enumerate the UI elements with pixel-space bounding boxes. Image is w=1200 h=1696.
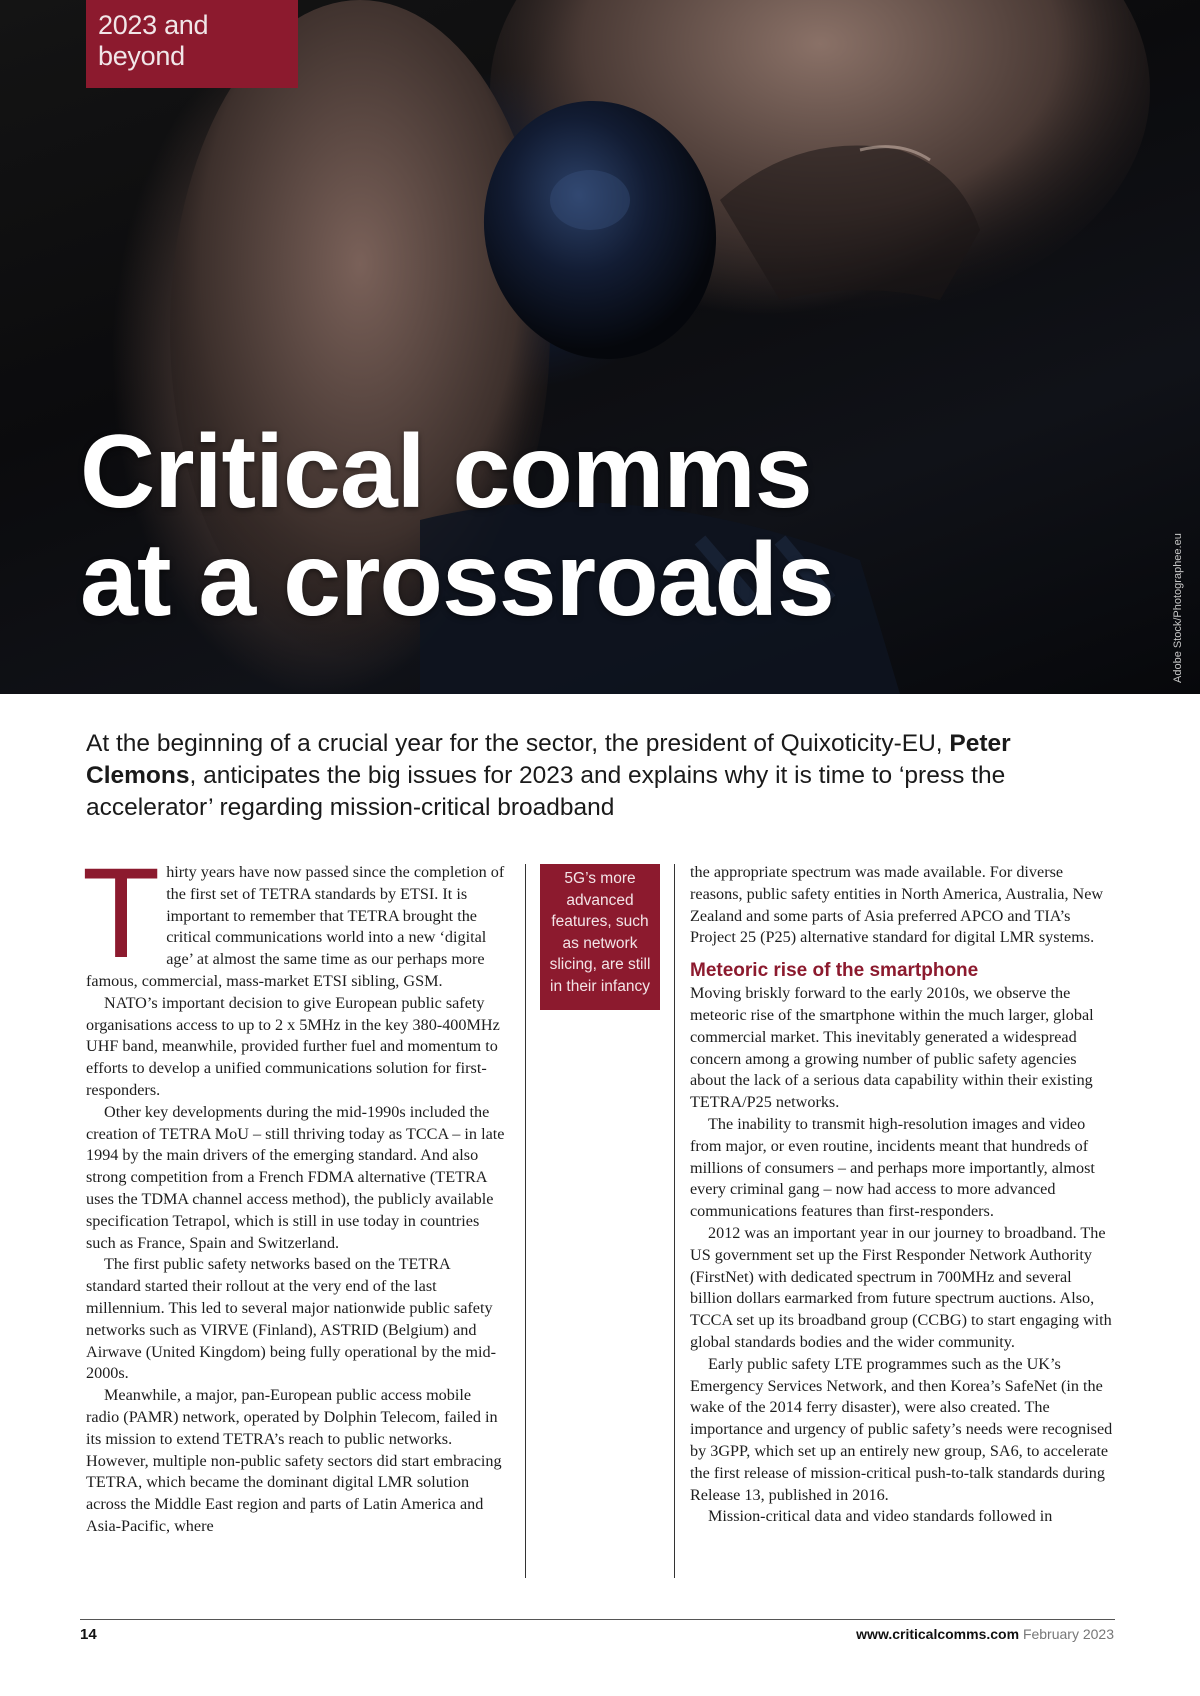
column-divider-right	[674, 864, 675, 1578]
headline	[80, 414, 1130, 638]
article-paragraph: Early public safety LTE programmes such as the UK’s Emergency Services Network, and then Korea’s SafeNet (in the wake of the 2014 ferry disaster), were also created. The importance and urgency of public safety’s needs were recognised by 3GPP, which set up an entirely new group, SA6, to accelerate the first release of mission-critical push-to-talk standards during Release 13, published in 2016.	[690, 1354, 1113, 1504]
website-link[interactable]: www.criticalcomms.com	[856, 1626, 1020, 1642]
article-column-2	[690, 862, 1115, 1528]
article-paragraph: NATO’s important decision to give European public safety organisations access to up to 2 x 5MHz in the key 380-400MHz UHF band, meanwhile, provided further fuel and momentum to efforts to develop a unified communications solution for first-responders.	[86, 993, 500, 1099]
drop-cap: T	[82, 842, 161, 985]
article-paragraph	[82, 842, 506, 993]
article-paragraph: The inability to transmit high-resolution images and video from major, or even routine, incidents meant that hundreds of millions of consumers – and perhaps more importantly, almost every criminal gang – now had access to more advanced communications features than first-responders.	[690, 1114, 1095, 1221]
article-paragraph: The first public safety networks based on the TETRA standard started their rollout at the very end of the last millennium. This led to several major nationwide public safety networks such as VIRVE (Finland), ASTRID (Belgium) and Airwave (United Kingdom) being fully operational by the mid-2000s.	[86, 1255, 496, 1383]
section-tag: 2023 and beyond	[86, 0, 298, 88]
article-paragraph: Meanwhile, a major, pan-European public access mobile radio (PAMR) network, operated by Dolphin Telecom, failed in its mission to extend TETRA’s reach to public networks. However, multiple non-public safety sectors did start embracing TETRA, which became the dominant digital LMR solution across the Middle East region and parts of Latin America and Asia-Pacific, where	[86, 1386, 502, 1535]
article-paragraph: the appropriate spectrum was made available. For diverse reasons, public safety entities in North America, Australia, New Zealand and some parts of Asia preferred APCO and TIA’s Project 25 (P25) alternative standard for digital LMR systems.	[690, 863, 1104, 947]
headline-line-2: at a crossroads	[80, 522, 834, 638]
standfirst	[86, 728, 1126, 824]
issue-date: February 2023	[1022, 1626, 1114, 1642]
subheading: Meteoric rise of the smartphone	[690, 960, 979, 982]
page-number: 14	[80, 1626, 97, 1643]
standfirst-intro: At the beginning of a crucial year for the sector, the president of Quixoticity-EU,	[86, 730, 950, 757]
column-divider-left	[525, 864, 526, 1578]
author-name: Peter Clemons	[86, 730, 1011, 789]
headline-line-1: Critical comms	[80, 414, 812, 530]
article-paragraph: Moving briskly forward to the early 2010s, we observe the meteoric rise of the smartphone within the much larger, global commercial market. This inevitably generated a widespread concern among a growing number of public safety agencies about the lack of a serious data capability within their existing TETRA/P25 networks.	[690, 984, 1094, 1112]
article-paragraph: Mission-critical data and video standards followed in	[708, 1507, 1053, 1526]
pull-quote: 5G’s more advanced features, such as network slicing, are still in their infancy	[540, 864, 660, 1010]
footer-rule	[80, 1619, 1115, 1620]
photo-credit: Adobe Stock/Photographee.eu	[1172, 533, 1184, 683]
article-paragraph: 2012 was an important year in our journey to broadband. The US government set up the First Responder Network Authority (FirstNet) with dedicated spectrum in 700MHz and several billion dollars earmarked from future spectrum auctions. Also, TCCA set up its broadband group (CCBG) to start engaging with global standards bodies and the wider community.	[690, 1223, 1112, 1351]
footer-info	[856, 1626, 1114, 1642]
hero-photo	[0, 0, 1200, 694]
article-column-1	[82, 842, 506, 1538]
paragraph-text: hirty years have now passed since the completion of the first set of TETRA standards by ETSI. It is important to remember that TETRA brought the critical communications world into a new ‘digital age’ at almost the same time as our perhaps more famous, commercial, mass-market ETSI sibling, GSM.	[86, 863, 505, 990]
article-paragraph: Other key developments during the mid-1990s included the creation of TETRA MoU – still thriving today as TCCA – in late 1994 by the main drivers of the emerging standard. And also strong competition from a French FDMA alternative (TETRA uses the TDMA channel access method), the publicly available specification Tetrapol, which is still in use today in countries such as France, Spain and Switzerland.	[86, 1102, 505, 1252]
standfirst-rest: , anticipates the big issues for 2023 and explains why it is time to ‘press the accelerator’ regarding mission-critical broadband	[86, 762, 1006, 821]
